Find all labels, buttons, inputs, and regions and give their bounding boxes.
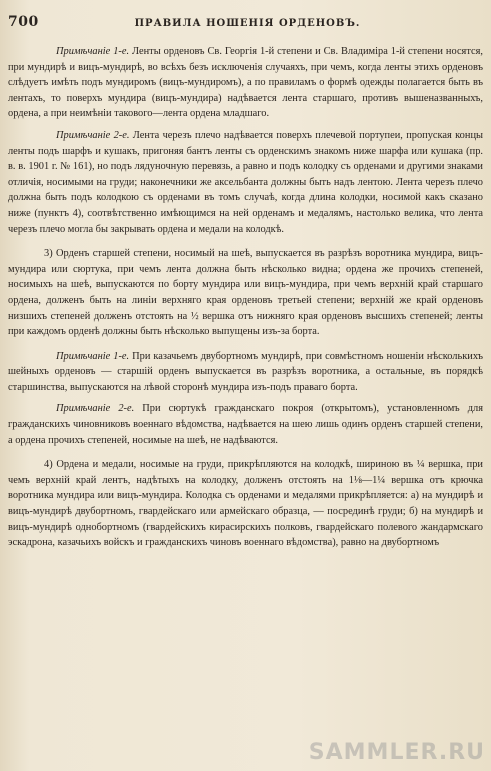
paragraph-text: 3) Орденъ старшей степени, носимый на шеѣ, выпускается въ разрѣзъ воротника мундира, вицъ-мундира или сюртука, при чемъ лента должна быть нѣсколько видна; ордена же прочихъ степеней, носимыхъ на шеѣ, выпускаются по борту мундира или вицъ-мундира, при чемъ верхній край старшаго ордена, долженъ быть на линіи верхняго края орденовъ третьей степени; верхній же край орденовъ низшихъ степеней долженъ отстоять на ½ вершка отъ нижняго края орденовъ высшихъ степеней; ленты при каждомъ орденѣ должны быть нѣсколько выпущены изъ-за борта.: [8, 248, 483, 338]
note-label: Примѣчаніе 1-е.: [56, 350, 130, 362]
note-paragraph: [8, 349, 483, 396]
paragraph-text: 4) Ордена и медали, носимые на груди, прикрѣпляются на колодкѣ, шириною въ ¼ вершка, при чемъ верхній край лентъ, надѣтыхъ на колодку, долженъ отстоять на 1⅛—1¼ вершка отъ крючка воротника мундира или вицъ-мундира. Колодка съ орденами и медалями прикрѣпляется: а) на мундирѣ и вицъ-мундирѣ двубортномъ, гвардейскаго или армейскаго образца, — посрединѣ груди; б) на мундирѣ и вицъ-мундирѣ однобортномъ (гвардейскихъ кирасирскихъ полковъ, гвардейскаго полевого жандармскаго эскадрона, казачьихъ войскъ и гражданскихъ чиновъ военнаго вѣдомства), равно на двубортномъ: [8, 459, 483, 549]
running-head: ПРАВИЛА НОШЕНІЯ ОРДЕНОВЪ.: [134, 18, 361, 29]
paragraph-text: При казачьемъ двубортномъ мундирѣ, при совмѣстномъ ношеніи нѣсколькихъ шейныхъ орденовъ — старшій орденъ выпускается въ разрѣзъ воротника, а остальные, въ порядкѣ старшинства, выпускаются на лѣвой сторонѣ мундира изъ-подъ праваго борта.: [8, 350, 483, 393]
note-label: Примѣчаніе 2-е.: [56, 129, 130, 141]
page-number: 700: [8, 14, 39, 30]
numbered-paragraph: [8, 246, 483, 340]
page-body: [8, 44, 483, 551]
note-paragraph: [8, 401, 483, 448]
note-label: Примѣчаніе 2-е.: [56, 403, 135, 415]
paragraph-text: Лента черезъ плечо надѣвается поверхъ плечевой портупеи, пропуская концы ленты подъ шарфъ и кушакъ, пригоняя бантъ ленты съ орденскимъ знакомъ ниже шарфа или кушака (пр. в. в. 1901 г. № 161), но подъ лядуночную перевязь, а равно и подъ колодку съ орденами и другими знаками отличія, носимыми на груди; наконечники же аксельбанта должны быть надъ лентою. Лента черезъ плечо должна быть подъ колодкою съ орденами въ томъ случаѣ, когда длина колодки, носимой какъ сказано ниже (пунктъ 4), соотвѣтственно имѣющимся на ней орденамъ и медалямъ, настолько велика, что лента черезъ плечо могла бы закрывать ордена и медали на колодкѣ.: [8, 129, 483, 235]
page-header: [8, 14, 483, 34]
note-paragraph: [8, 44, 483, 122]
note-paragraph: [8, 128, 483, 237]
numbered-paragraph: [8, 457, 483, 551]
watermark: SAMMLER.RU: [308, 740, 485, 765]
paragraph-text: При сюртукѣ гражданскаго покроя (открытомъ), установленномъ для гражданскихъ чиновниковъ военнаго вѣдомства, надѣвается на шею лишь одинъ орденъ старшей степени, а ордена прочихъ степеней, носимые на шеѣ, не надѣваются.: [8, 403, 483, 446]
note-label: Примѣчаніе 1-е.: [56, 46, 130, 57]
paragraph-text: Ленты орденовъ Св. Георгія 1-й степени и Св. Владиміра 1-й степени носятся, при мундирѣ и вицъ-мундирѣ, во всѣхъ безъ исключенія случаяхъ, при чемъ, когда ленты этихъ орденовъ слѣдуетъ имѣть подъ мундиромъ (вицъ-мундиромъ), а по правиламъ о формѣ одежды полагается быть въ лентахъ, то поверхъ мундира (вицъ-мундира) надѣвается лента старшаго, противъ вышеназванныхъ, ордена, а при неимѣніи такового—лента ордена младшаго.: [8, 46, 483, 120]
